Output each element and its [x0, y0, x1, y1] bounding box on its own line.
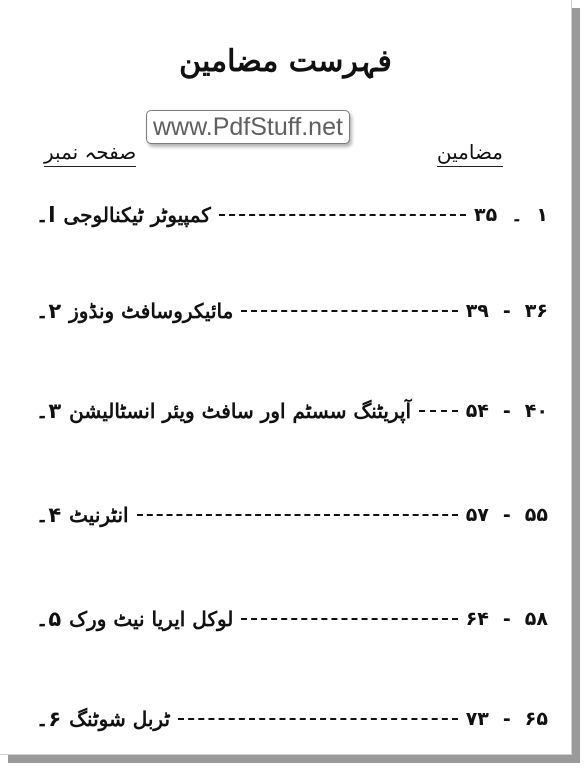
end-page: ۶۴ [465, 608, 489, 630]
page-range [466, 504, 548, 526]
range-separator: - [502, 300, 511, 322]
toc-entry [22, 198, 548, 232]
start-page: ۶۵ [524, 708, 548, 730]
entry-number: ا۔ [36, 203, 56, 227]
range-separator: - [502, 504, 511, 526]
dotted-leader [241, 618, 457, 620]
end-page: ۵۴ [465, 400, 489, 422]
entry-number: ۵۔ [36, 607, 62, 631]
toc-entry [22, 702, 548, 736]
start-page: ۱ [536, 204, 548, 226]
page-title: فہرست مضامین [179, 44, 392, 79]
page-range [466, 400, 548, 422]
start-page: ۳۶ [524, 300, 548, 322]
end-page: ۳۹ [465, 300, 489, 322]
dotted-leader [241, 310, 457, 312]
entry-title: لوکل ایریا نیٹ ورک [69, 607, 234, 631]
range-separator: - [502, 608, 511, 630]
dotted-leader [137, 514, 458, 516]
entry-title: کمپیوٹر ٹیکنالوجی [63, 203, 211, 227]
toc-entry [22, 294, 548, 328]
start-page: ۵۸ [524, 608, 548, 630]
entry-title: انٹرنیٹ [69, 503, 129, 527]
dotted-leader [178, 718, 458, 720]
start-page: ۵۵ [524, 504, 548, 526]
entry-title: آپریٹنگ سسٹم اور سافٹ ویئر انسٹالیشن [69, 399, 412, 423]
entry-number: ۲۔ [36, 299, 62, 323]
entry-title: ٹربل شوٹنگ [69, 707, 171, 731]
dotted-leader [419, 410, 458, 412]
entry-title: مائیکروسافٹ ونڈوز [69, 299, 234, 323]
page-range [466, 608, 548, 630]
toc-entry [22, 498, 548, 532]
page-range [474, 204, 548, 226]
end-page: ۵۷ [465, 504, 489, 526]
toc-entry [22, 394, 548, 428]
entry-number: ۳۔ [36, 399, 62, 423]
page-range [466, 300, 548, 322]
entry-number: ۴۔ [36, 503, 62, 527]
start-page: ۴۰ [524, 400, 548, 422]
toc-entry [22, 602, 548, 636]
entry-number: ۶۔ [36, 707, 62, 731]
range-separator: - [502, 400, 511, 422]
page-number-column-header: صفحہ نمبر [44, 140, 136, 167]
end-page: ۷۳ [465, 708, 489, 730]
range-separator: ۔ [511, 204, 523, 226]
watermark-link[interactable]: www.PdfStuff.net [146, 110, 350, 144]
end-page: ۳۵ [474, 204, 498, 226]
subjects-column-header: مضامین [437, 140, 503, 167]
range-separator: - [502, 708, 511, 730]
page-range [466, 708, 548, 730]
dotted-leader [219, 214, 466, 216]
